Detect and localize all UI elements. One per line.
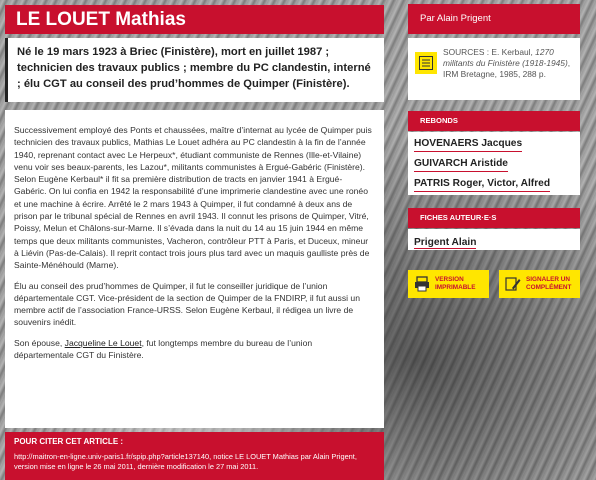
notice-summary: Né le 19 mars 1923 à Briec (Finistère), mort en juillet 1987 ; technicien des travaux publics ; membre du PC clandestin, interné ; élu CGT au conseil des prud’hommes de Quimper (Finistère). <box>5 38 384 102</box>
printer-icon <box>414 276 430 292</box>
document-list-icon <box>415 52 437 74</box>
sources-text: SOURCES : E. Kerbaul, 1270 militants du Finistère (1918-1945), IRM Bretagne, 1985, 288 p. <box>443 47 571 79</box>
fiches-heading: FICHES AUTEUR·E·S <box>408 208 580 228</box>
rebond-link[interactable]: PATRIS Roger, Victor, Alfred <box>414 176 550 192</box>
notice-paragraph-3 <box>14 337 374 362</box>
print-version-button[interactable] <box>408 270 489 298</box>
author-fiche-link[interactable]: Prigent Alain <box>414 237 477 248</box>
spouse-link[interactable]: Jacqueline Le Louet <box>64 337 142 348</box>
rebond-link[interactable]: GUIVARCH Aristide <box>414 156 508 172</box>
sources-box <box>408 38 580 100</box>
rebonds-list <box>408 132 580 195</box>
notice-paragraph-1: Successivement employé des Ponts et chaussées, maître d’internat au lycée de Quimper puis technicien des travaux publics, Mathias Le Louet adhéra au PC clandestin à la fin de l’année 1940, reprenant contact avec Le Herpeux*, étudiant communiste de Rennes (Ille-et-Vilaine) venu voir ses beaux-parents, les Lazou*, militants communistes à Ergué-Gabéric (Finistère). Selon Eugène Kerbaul* il fit sa première distribution de tracts en janvier 1941 à Ergué-Gabéric. On lui confia en 1942 la responsabilité d’une imprimerie clandestine avec une ronéo et une machine à écrire. Arrêté le 2 mars 1943 à Quimper, il fut condamné à deux ans de prison par le tribunal spécial de Rennes en avril 1943. Il connut les prisons de Quimper, Vitré, Poissy, Melun et Châlons-sur-Marne. Il s’évada dans la nuit du 14 au 15 juin 1944 en même temps que deux militants communistes, Vacheron, contrôleur PTT à Paris, et Duceux, mineur à Liévin (Pas-de-Calais). Il reprit contact trois jours plus tard avec un maquis gaulliste près de Sainte-Ménéhould (Marne). <box>14 125 372 271</box>
notice-paragraph-2: Élu au conseil des prud’hommes de Quimper, il fut le conseiller juridique de l’union départementale CGT. Vice-président de la section de Quimper de la FNDIRP, il fut aussi un membre actif de l’association France-URSS. Selon Eugène Kerbaul, il rédigea un livre de souvenirs inédit. <box>14 280 360 328</box>
cite-text: http://maitron-en-ligne.univ-paris1.fr/spip.php?article137140, notice LE LOUET Mathias par Alain Prigent, version mise en ligne le 26 mai 2011, dernière modification le 27 mai 2011. <box>14 452 357 471</box>
pencil-icon <box>505 276 521 292</box>
paragraph-text: Son épouse, <box>14 337 65 348</box>
cite-title: POUR CITER CET ARTICLE : <box>14 437 124 446</box>
sources-title: 1270 militants du Finistère (1918-1945) <box>443 47 568 68</box>
print-version-label: VERSION IMPRIMABLE <box>435 276 476 291</box>
page-title: LE LOUET Mathias <box>5 5 384 34</box>
rebonds-heading: REBONDS <box>408 111 580 131</box>
author-bar: Par Alain Prigent <box>408 4 580 34</box>
paragraph-text: , fut longtemps membre du bureau de l’union départementale CGT du Finistère. <box>14 337 313 361</box>
fiches-list <box>408 229 580 250</box>
notice-body <box>5 110 384 428</box>
report-complement-label: SIGNALER UN COMPLÉMENT <box>526 276 572 291</box>
report-complement-button[interactable] <box>499 270 580 298</box>
cite-article-box <box>5 432 384 480</box>
rebond-link[interactable]: HOVENAERS Jacques <box>414 136 522 152</box>
